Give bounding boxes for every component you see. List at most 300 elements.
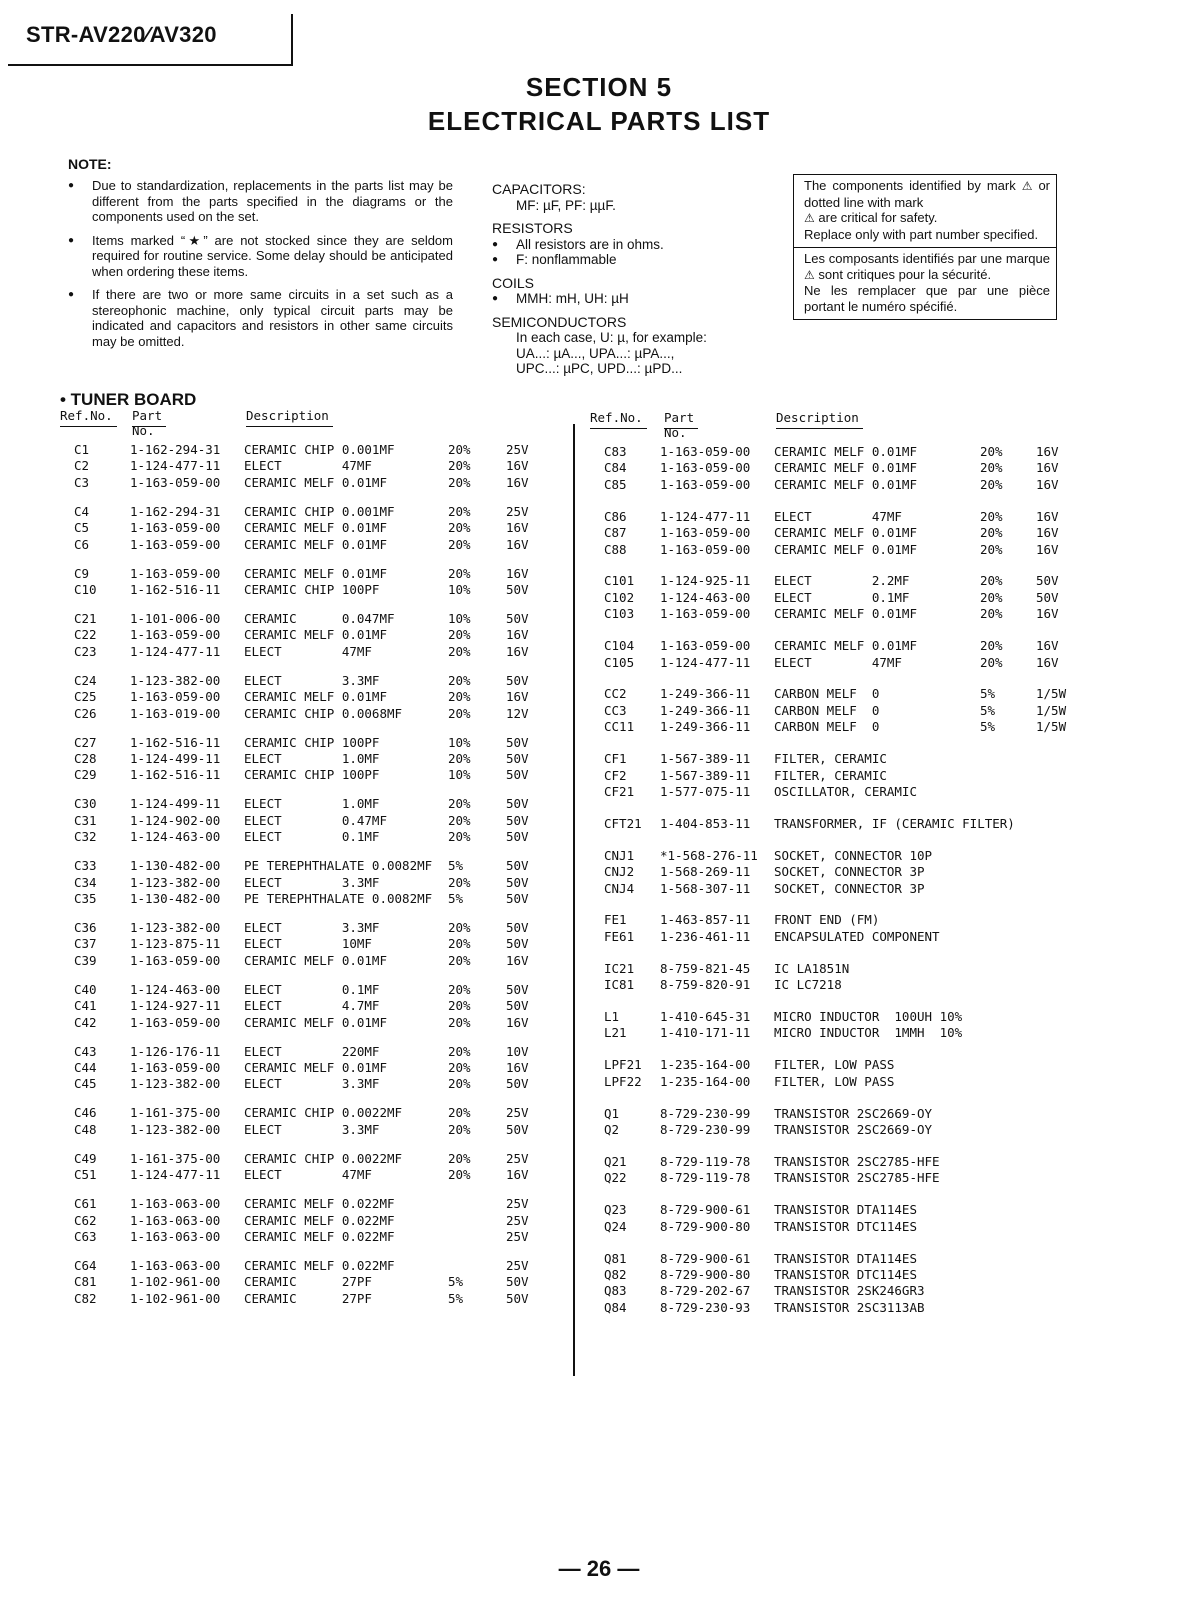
part-tolerance: 5% — [448, 1274, 464, 1290]
part-row — [60, 458, 560, 474]
column-header-part: Part No. — [664, 410, 698, 429]
safety-notice-box — [793, 174, 1057, 320]
column-header-description: Description — [246, 408, 333, 427]
part-row — [60, 644, 560, 660]
part-row — [60, 1044, 560, 1060]
part-ref: C9 — [74, 565, 90, 581]
part-tolerance: 20% — [448, 458, 471, 474]
legend-capacitors-heading: CAPACITORS: — [492, 181, 586, 197]
part-tolerance: 10% — [448, 767, 471, 783]
part-description: ELECT 47MF — [244, 643, 372, 659]
part-description: CERAMIC MELF 0.01MF — [774, 444, 917, 459]
part-ref: Q21 — [604, 1153, 627, 1169]
part-ref: C82 — [74, 1290, 97, 1306]
part-number: 1-124-463-00 — [130, 829, 221, 845]
part-ref: C3 — [74, 474, 90, 490]
part-row — [60, 936, 560, 952]
part-ref: CF1 — [604, 751, 627, 767]
part-tolerance: 20% — [448, 1014, 471, 1030]
part-row — [60, 442, 560, 458]
part-row — [60, 520, 560, 536]
part-rating: 50V — [506, 751, 529, 766]
part-row — [590, 912, 1090, 928]
part-tolerance: 20% — [448, 936, 471, 952]
part-tolerance: 20% — [980, 654, 1003, 670]
part-number: 1-124-499-11 — [130, 796, 221, 812]
part-number: 1-163-059-00 — [130, 952, 221, 968]
safety-text: Ne les remplacer que par une pièce portant le numéro spécifié. — [804, 283, 1050, 314]
note-item: ● Due to standardization, replacements in the parts list may be different from the parts specified in the diagrams or the components used on the set. — [68, 178, 453, 225]
part-tolerance: 20% — [448, 474, 471, 490]
part-row — [60, 1274, 560, 1290]
part-ref: Q81 — [604, 1250, 627, 1266]
part-number: 1-124-477-11 — [130, 1167, 221, 1183]
part-ref: L1 — [604, 1009, 620, 1024]
part-ref: C88 — [604, 541, 627, 557]
part-number: 1-124-927-11 — [130, 998, 221, 1014]
note-item: ● If there are two or more same circuits in a set such as a stereophonic machine, only typical circuit parts may be indicated and capacitors and resistors in other same circuits may be omitted. — [68, 287, 453, 349]
part-rating: 50V — [506, 891, 529, 906]
part-number: 8-729-900-80 — [660, 1266, 751, 1282]
part-row — [590, 477, 1090, 493]
note-list — [68, 178, 453, 357]
part-row — [60, 920, 560, 936]
part-ref: C37 — [74, 936, 97, 952]
part-row — [60, 1060, 560, 1076]
part-ref: C39 — [74, 952, 97, 968]
part-tolerance: 5% — [980, 686, 996, 702]
part-row — [590, 1219, 1090, 1235]
part-tolerance: 20% — [448, 536, 471, 552]
part-ref: C34 — [74, 874, 97, 890]
part-number: 1-123-382-00 — [130, 1076, 221, 1092]
part-rating: 50V — [1036, 573, 1059, 589]
part-ref: C2 — [74, 458, 90, 474]
part-row — [590, 525, 1090, 541]
part-description: CERAMIC MELF 0.01MF — [244, 520, 387, 536]
part-description: CERAMIC MELF 0.022MF — [244, 1196, 395, 1212]
part-number: 8-729-900-80 — [660, 1218, 751, 1234]
part-ref: C35 — [74, 891, 97, 906]
part-ref: C63 — [74, 1229, 97, 1244]
part-row — [590, 1267, 1090, 1283]
part-rating: 16V — [506, 627, 529, 643]
part-row — [590, 1283, 1090, 1299]
part-number: 1-568-269-11 — [660, 864, 751, 880]
part-description: ELECT 10MF — [244, 936, 372, 952]
part-rating: 50V — [506, 874, 529, 890]
part-row — [590, 1025, 1090, 1041]
part-description: IC LA1851N — [774, 960, 850, 976]
legend-semiconductors-heading: SEMICONDUCTORS — [492, 313, 627, 330]
warning-triangle-icon: ⚠ — [1021, 179, 1033, 193]
part-ref: L21 — [604, 1025, 627, 1041]
part-tolerance: 20% — [448, 705, 471, 721]
part-row — [60, 1151, 560, 1167]
part-ref: CFT21 — [604, 815, 642, 831]
part-description: CERAMIC MELF 0.01MF — [244, 565, 387, 581]
part-rating: 12V — [506, 705, 529, 721]
part-tolerance: 20% — [980, 444, 1003, 459]
part-rating: 50V — [506, 611, 529, 626]
part-row — [60, 627, 560, 643]
part-ref: C25 — [74, 689, 97, 705]
part-rating: 16V — [506, 952, 529, 968]
part-number: 1-123-382-00 — [130, 1121, 221, 1137]
part-ref: Q23 — [604, 1202, 627, 1218]
part-row — [60, 767, 560, 783]
part-description: CERAMIC MELF 0.01MF — [244, 536, 387, 552]
part-ref: C30 — [74, 796, 97, 812]
part-tolerance: 5% — [448, 891, 464, 906]
part-rating: 25V — [506, 1258, 529, 1273]
part-rating: 16V — [1036, 525, 1059, 541]
part-tolerance: 20% — [980, 589, 1003, 605]
part-ref: C21 — [74, 611, 97, 626]
column-header-ref: Ref.No. — [60, 408, 117, 427]
part-ref: LPF22 — [604, 1073, 642, 1089]
part-row — [590, 686, 1090, 702]
part-description: CERAMIC MELF 0.01MF — [244, 689, 387, 705]
part-number: 1-124-463-00 — [130, 981, 221, 997]
part-number: 1-163-059-00 — [660, 460, 751, 476]
part-number: 1-163-059-00 — [660, 476, 751, 492]
model-title: STR-AV220∕AV320 — [26, 22, 217, 47]
part-ref: Q84 — [604, 1299, 627, 1315]
part-ref: C51 — [74, 1167, 97, 1183]
part-rating: 16V — [1036, 444, 1059, 459]
part-description: ELECT 0.1MF — [244, 981, 380, 997]
part-rating: 50V — [506, 582, 529, 597]
part-number: 1-161-375-00 — [130, 1105, 221, 1121]
part-description: TRANSISTOR DTC114ES — [774, 1218, 917, 1234]
warning-triangle-icon: ⚠ — [804, 267, 815, 282]
part-ref: C49 — [74, 1150, 97, 1166]
part-description: SOCKET, CONNECTOR 3P — [774, 880, 925, 896]
part-description: PE TEREPHTHALATE 0.0082MF — [244, 858, 433, 874]
part-rating: 16V — [1036, 654, 1059, 670]
part-number: 8-729-230-99 — [660, 1105, 751, 1121]
part-ref: C84 — [604, 460, 627, 476]
part-tolerance: 20% — [448, 643, 471, 659]
legend-semiconductors-text: In each case, U: µ, for example: — [516, 330, 707, 345]
part-ref: C32 — [74, 829, 97, 845]
part-row — [590, 460, 1090, 476]
part-tolerance: 20% — [448, 812, 471, 828]
part-description: CERAMIC CHIP 0.0022MF — [244, 1150, 403, 1166]
part-description: CERAMIC CHIP 0.0068MF — [244, 705, 403, 721]
part-rating: 50V — [506, 920, 529, 935]
part-description: PE TEREPHTHALATE 0.0082MF — [244, 891, 433, 906]
part-ref: CC11 — [604, 719, 635, 735]
safety-text: Les composants identifiés par une marque — [804, 251, 1050, 266]
part-ref: FE61 — [604, 928, 635, 944]
part-rating: 25V — [506, 1105, 529, 1121]
part-number: 1-163-059-00 — [130, 520, 221, 536]
safety-text: or dotted line with mark — [804, 178, 1050, 210]
part-tolerance: 20% — [980, 606, 1003, 622]
part-ref: C48 — [74, 1121, 97, 1137]
part-ref: C61 — [74, 1196, 97, 1212]
part-tolerance: 20% — [980, 638, 1003, 654]
part-description: TRANSISTOR DTC114ES — [774, 1266, 917, 1282]
part-description: CERAMIC MELF 0.01MF — [244, 952, 387, 968]
part-number: 1-161-375-00 — [130, 1150, 221, 1166]
part-row — [590, 1057, 1090, 1073]
part-number: 1-163-059-00 — [130, 536, 221, 552]
part-row — [60, 1122, 560, 1138]
part-number: 8-729-119-78 — [660, 1170, 751, 1186]
part-ref: CF2 — [604, 767, 627, 783]
part-tolerance: 20% — [448, 672, 471, 688]
part-rating: 25V — [506, 1212, 529, 1228]
column-header-ref: Ref.No. — [590, 410, 647, 429]
part-rating: 50V — [506, 1274, 529, 1290]
legend-semiconductors-text: UPC...: µPC, UPD...: µPD... — [516, 361, 683, 376]
part-row — [60, 706, 560, 722]
part-tolerance: 10% — [448, 582, 471, 597]
part-number: 1-126-176-11 — [130, 1043, 221, 1059]
legend-resistors-text: ● All resistors are in ohms. — [492, 237, 762, 253]
part-number: 1-162-516-11 — [130, 734, 221, 750]
part-description: ELECT 3.3MF — [244, 1121, 380, 1137]
part-rating: 25V — [506, 442, 529, 457]
part-tolerance: 5% — [980, 719, 996, 735]
part-row — [590, 1154, 1090, 1170]
part-tolerance: 20% — [980, 460, 1003, 476]
part-number: 1-102-961-00 — [130, 1290, 221, 1306]
part-row — [590, 929, 1090, 945]
part-tolerance: 5% — [448, 858, 464, 874]
part-ref: C62 — [74, 1212, 97, 1228]
part-ref: C36 — [74, 920, 97, 935]
part-rating: 50V — [506, 1290, 529, 1306]
section-number: SECTION 5 — [525, 72, 673, 102]
part-ref: Q22 — [604, 1170, 627, 1186]
part-rating: 10V — [506, 1043, 529, 1059]
part-description: CERAMIC CHIP 0.001MF — [244, 442, 395, 457]
part-rating: 16V — [1036, 508, 1059, 524]
legend-coils-text: ● MMH: mH, UH: µH — [492, 291, 762, 307]
part-ref: C4 — [74, 503, 90, 519]
section-title: ELECTRICAL PARTS LIST — [427, 106, 771, 136]
part-number: 1-249-366-11 — [660, 702, 751, 718]
part-description: CERAMIC MELF 0.01MF — [244, 474, 387, 490]
part-ref: C27 — [74, 734, 97, 750]
part-number: 1-162-516-11 — [130, 582, 221, 597]
part-rating: 16V — [1036, 638, 1059, 654]
part-description: CERAMIC CHIP 100PF — [244, 767, 380, 783]
part-number: 1-102-961-00 — [130, 1274, 221, 1290]
part-description: FRONT END (FM) — [774, 912, 880, 928]
part-number: *1-568-276-11 — [660, 847, 758, 863]
part-number: 8-729-202-67 — [660, 1283, 751, 1299]
part-rating: 16V — [506, 536, 529, 552]
part-rating: 50V — [506, 672, 529, 688]
part-rating: 16V — [506, 474, 529, 490]
part-number: 1-162-294-31 — [130, 503, 221, 519]
part-description: FILTER, CERAMIC — [774, 751, 887, 767]
part-description: TRANSISTOR 2SK246GR3 — [774, 1283, 925, 1299]
part-row — [590, 1122, 1090, 1138]
part-row — [60, 813, 560, 829]
part-row — [60, 1291, 560, 1307]
legend-resistors-text: ● F: nonflammable — [492, 252, 762, 268]
part-description: ENCAPSULATED COMPONENT — [774, 928, 940, 944]
part-number: 1-124-463-00 — [660, 589, 751, 605]
part-number: 1-163-059-00 — [660, 638, 751, 654]
part-tolerance: 20% — [980, 541, 1003, 557]
part-rating: 50V — [506, 829, 529, 845]
part-row — [590, 590, 1090, 606]
part-description: OSCILLATOR, CERAMIC — [774, 783, 917, 799]
part-row — [590, 655, 1090, 671]
part-ref: IC81 — [604, 977, 635, 993]
part-rating: 16V — [506, 1060, 529, 1075]
part-number: 1-130-482-00 — [130, 891, 221, 906]
part-ref: C22 — [74, 627, 97, 643]
part-description: CERAMIC MELF 0.01MF — [774, 541, 917, 557]
part-tolerance: 20% — [448, 829, 471, 845]
part-ref: CC3 — [604, 702, 627, 718]
part-number: 8-729-230-99 — [660, 1122, 751, 1137]
part-rating: 16V — [506, 520, 529, 536]
part-number: 1-163-059-00 — [660, 606, 751, 622]
part-description: CERAMIC 0.047MF — [244, 611, 395, 626]
part-number: 1-163-059-00 — [660, 525, 751, 541]
part-ref: CNJ2 — [604, 864, 635, 880]
part-ref: C33 — [74, 858, 97, 874]
part-description: TRANSISTOR 2SC2785-HFE — [774, 1170, 940, 1186]
part-description: CERAMIC MELF 0.01MF — [774, 638, 917, 654]
part-rating: 50V — [506, 734, 529, 750]
part-number: 1-163-059-00 — [660, 444, 751, 459]
part-number: 1-123-382-00 — [130, 672, 221, 688]
part-description: TRANSISTOR DTA114ES — [774, 1202, 917, 1218]
part-number: 1-163-019-00 — [130, 705, 221, 721]
part-row — [590, 881, 1090, 897]
part-row — [590, 703, 1090, 719]
safety-notice-english — [794, 175, 1056, 247]
part-number: 1-410-171-11 — [660, 1025, 751, 1041]
part-row — [60, 796, 560, 812]
part-ref: C87 — [604, 525, 627, 541]
part-description: CERAMIC MELF 0.022MF — [244, 1212, 395, 1228]
part-ref: C104 — [604, 638, 635, 654]
part-description: TRANSISTOR DTA114ES — [774, 1250, 917, 1266]
part-number: 8-729-900-61 — [660, 1202, 751, 1218]
part-row — [60, 1213, 560, 1229]
part-tolerance: 20% — [448, 952, 471, 968]
part-ref: C64 — [74, 1258, 97, 1273]
part-ref: C85 — [604, 476, 627, 492]
part-tolerance: 20% — [448, 1076, 471, 1092]
part-tolerance: 20% — [448, 503, 471, 519]
note-item: ● Items marked “★” are not stocked since they are seldom required for routine service. Some delay should be anticipated when ordering these items. — [68, 233, 453, 280]
part-ref: C86 — [604, 508, 627, 524]
part-ref: C105 — [604, 654, 635, 670]
part-ref: Q1 — [604, 1105, 620, 1121]
part-row — [590, 1170, 1090, 1186]
part-number: 1-163-059-00 — [660, 541, 751, 557]
part-ref: FE1 — [604, 912, 627, 928]
part-number: 1-124-477-11 — [660, 508, 751, 524]
part-row — [60, 611, 560, 627]
board-title: • TUNER BOARD — [60, 390, 197, 409]
part-rating: 25V — [506, 1196, 529, 1212]
part-description: FILTER, CERAMIC — [774, 767, 887, 783]
part-number: 1-235-164-00 — [660, 1057, 751, 1073]
part-row — [590, 864, 1090, 880]
part-ref: IC21 — [604, 960, 635, 976]
part-description: ELECT 3.3MF — [244, 874, 380, 890]
part-row — [60, 582, 560, 598]
part-number: 1-124-477-11 — [130, 643, 221, 659]
part-rating: 50V — [506, 1121, 529, 1137]
part-rating: 50V — [506, 998, 529, 1014]
part-row — [60, 1229, 560, 1245]
part-ref: C101 — [604, 573, 635, 589]
part-number: 1-577-075-11 — [660, 783, 751, 799]
part-row — [590, 768, 1090, 784]
part-row — [590, 848, 1090, 864]
part-row — [590, 719, 1090, 735]
part-row — [60, 875, 560, 891]
part-number: 8-759-820-91 — [660, 977, 751, 993]
part-tolerance: 20% — [448, 565, 471, 581]
part-rating: 50V — [1036, 589, 1059, 605]
part-tolerance: 20% — [448, 1150, 471, 1166]
part-row — [60, 858, 560, 874]
part-description: CERAMIC MELF 0.01MF — [774, 476, 917, 492]
part-row — [60, 829, 560, 845]
part-ref: CNJ4 — [604, 880, 635, 896]
part-ref: C26 — [74, 705, 97, 721]
part-rating: 50V — [506, 858, 529, 874]
part-ref: C1 — [74, 442, 90, 457]
abbreviation-legend — [492, 178, 762, 377]
safety-text: Replace only with part number specified. — [804, 226, 1039, 242]
part-description: ELECT 1.0MF — [244, 796, 380, 812]
part-rating: 50V — [506, 936, 529, 952]
part-description: CARBON MELF 0 — [774, 686, 880, 702]
part-rating: 16V — [1036, 476, 1059, 492]
part-ref: C31 — [74, 812, 97, 828]
part-description: ELECT 0.1MF — [774, 589, 910, 605]
part-number: 1-567-389-11 — [660, 767, 751, 783]
part-number: 1-123-382-00 — [130, 874, 221, 890]
column-header-part: Part No. — [132, 408, 166, 427]
part-row — [590, 1106, 1090, 1122]
part-description: TRANSISTOR 2SC2669-OY — [774, 1122, 933, 1137]
part-row — [60, 475, 560, 491]
part-tolerance: 20% — [448, 520, 471, 536]
part-description: ELECT 3.3MF — [244, 920, 380, 935]
part-number: 1-124-477-11 — [130, 458, 221, 474]
part-rating: 50V — [506, 981, 529, 997]
part-row — [60, 1196, 560, 1212]
part-tolerance: 20% — [448, 1167, 471, 1183]
safety-notice-french — [794, 247, 1056, 319]
part-description: TRANSISTOR 2SC2785-HFE — [774, 1153, 940, 1169]
part-ref: C6 — [74, 536, 90, 552]
part-number: 1-162-294-31 — [130, 442, 221, 457]
part-tolerance: 20% — [448, 1043, 471, 1059]
part-tolerance: 20% — [448, 751, 471, 766]
part-description: TRANSISTOR 2SC3113AB — [774, 1299, 925, 1315]
part-description: MICRO INDUCTOR 1MMH 10% — [774, 1025, 963, 1041]
part-tolerance: 20% — [448, 998, 471, 1014]
